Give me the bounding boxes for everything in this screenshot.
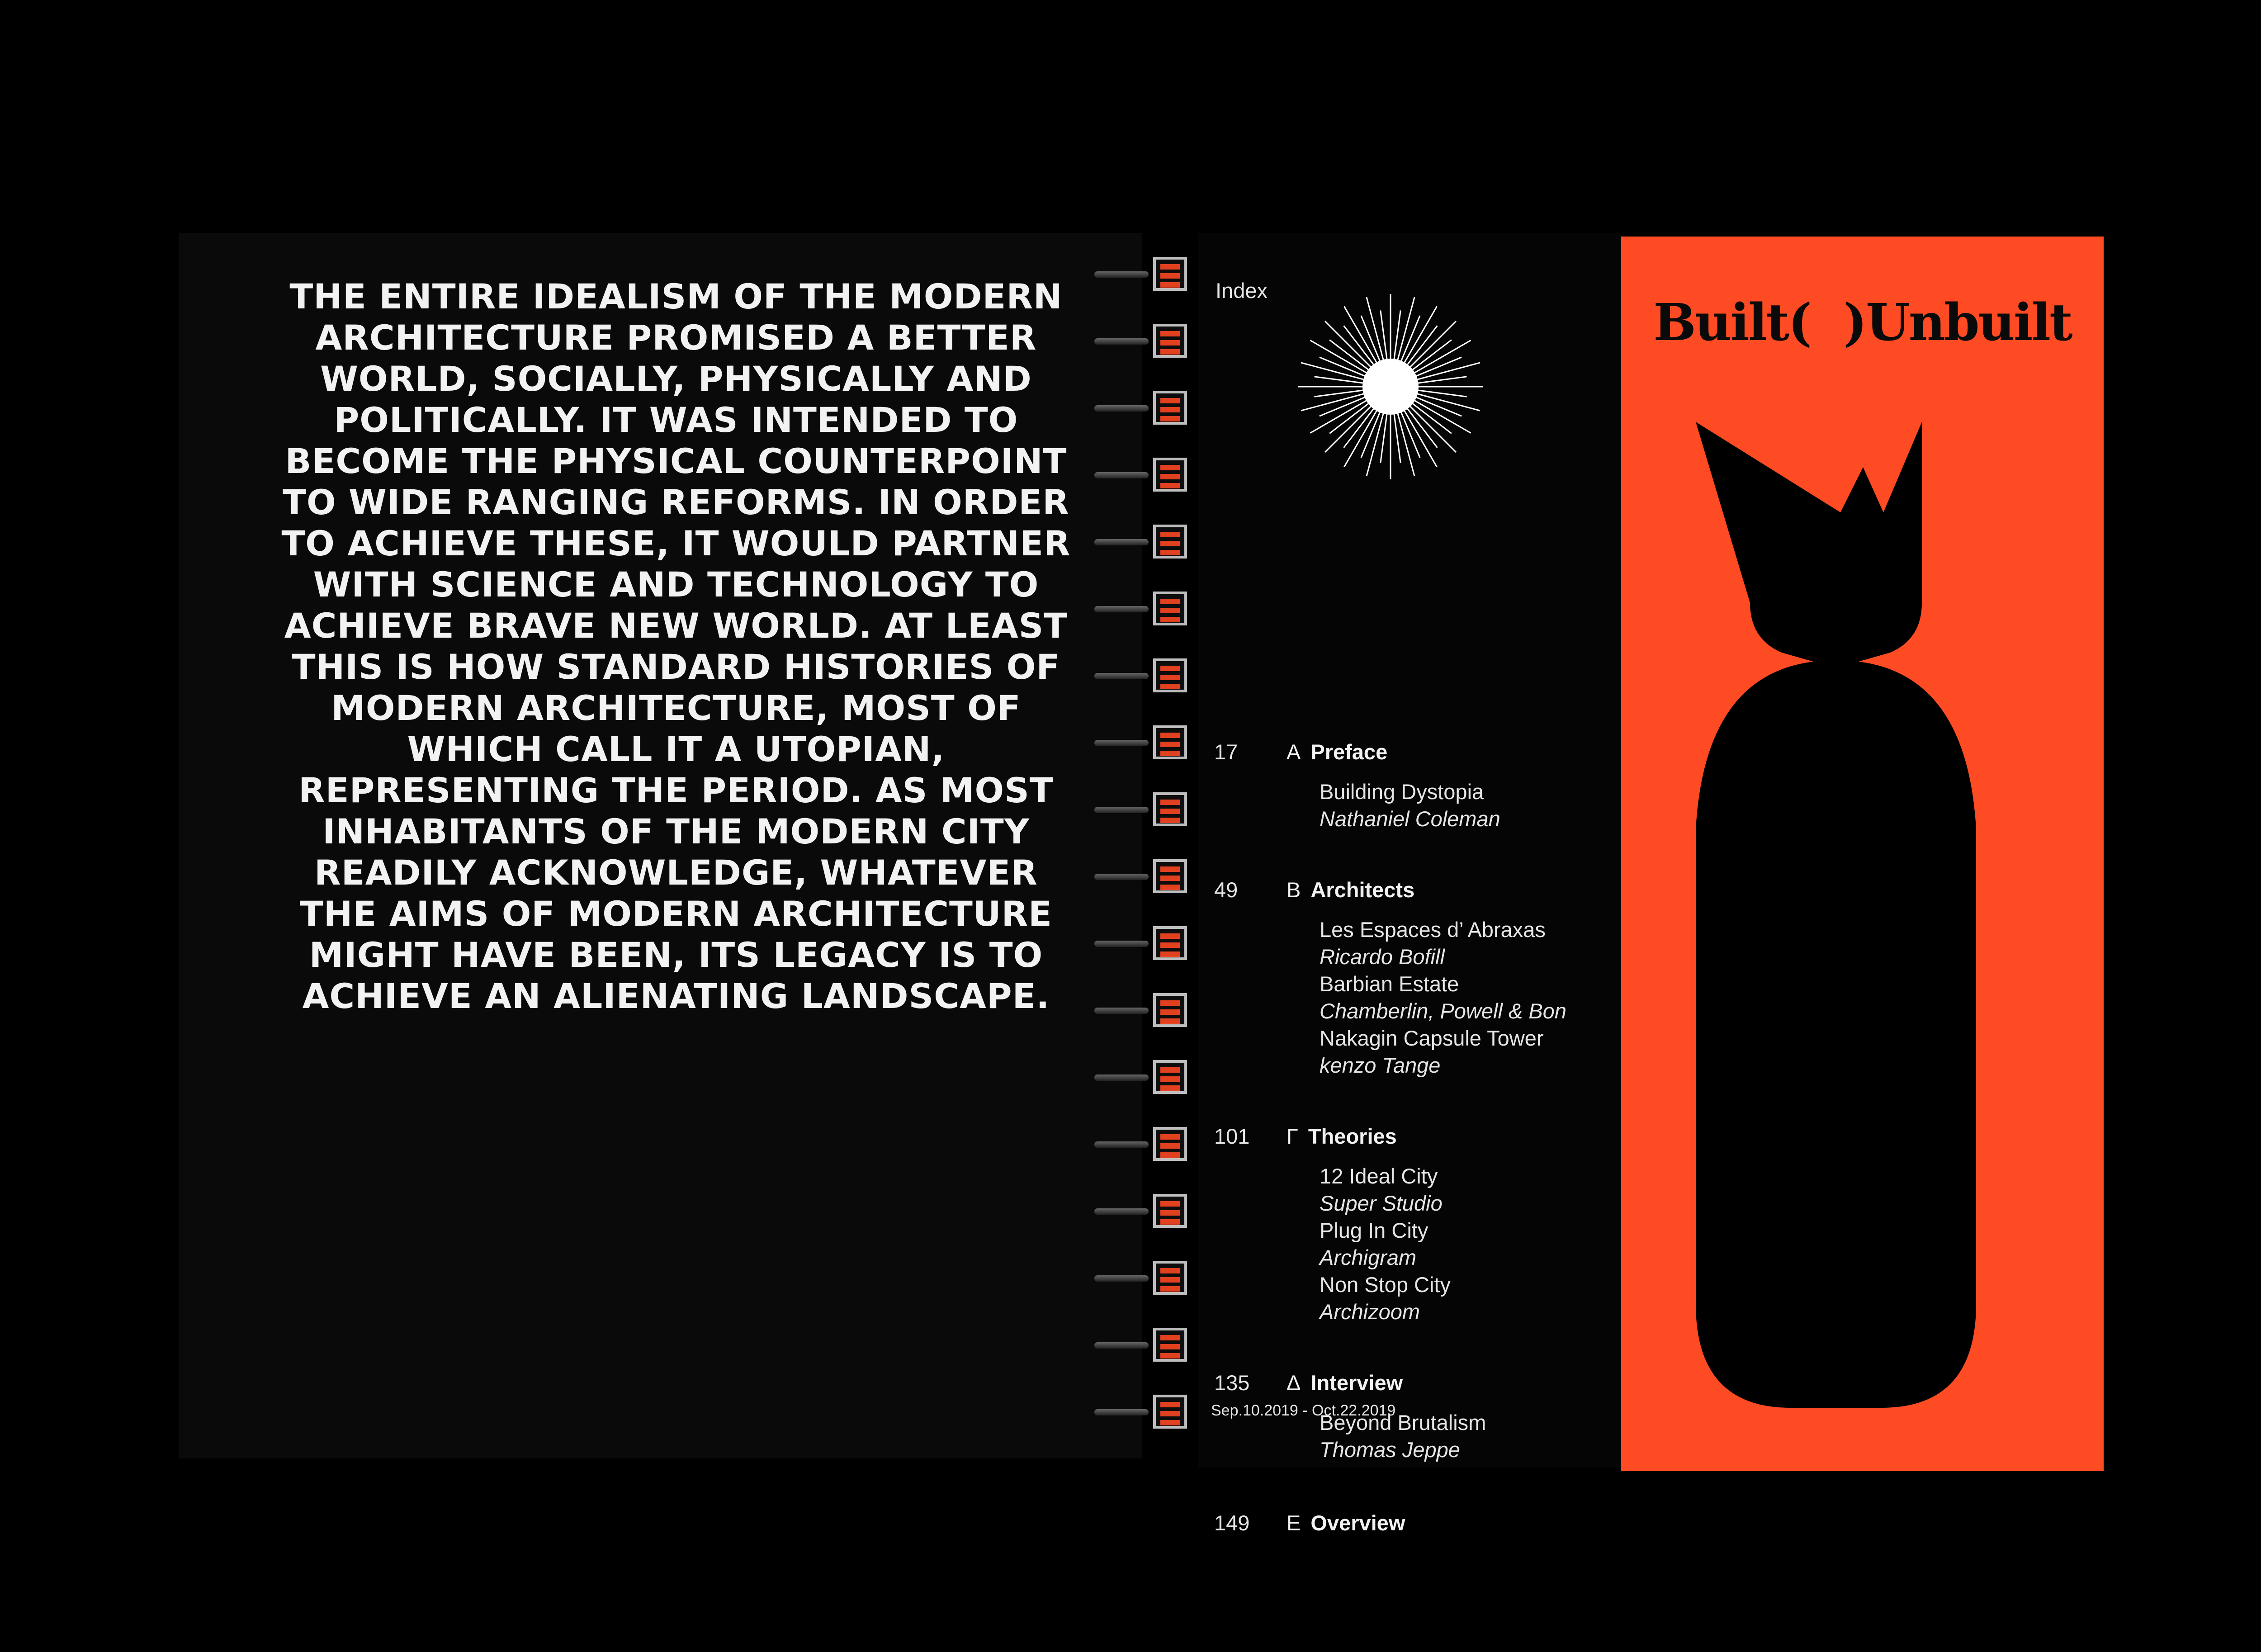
binding-ring — [1085, 454, 1198, 495]
index-entry-title: Building Dystopia — [1320, 780, 1484, 804]
binding-ring — [1085, 789, 1198, 829]
index-page — [1198, 233, 1621, 1535]
binding-ring — [1085, 923, 1198, 963]
section-page-number: 49 — [1214, 878, 1238, 902]
index-entry-title: Barbian Estate — [1320, 972, 1459, 996]
section-page-number: 17 — [1214, 740, 1238, 764]
binding-ring — [1085, 1123, 1198, 1164]
sunburst-icon — [1296, 292, 1485, 482]
section-letter: E — [1287, 1511, 1301, 1535]
index-entry-title: Les Espaces d’ Abraxas — [1320, 918, 1546, 942]
section-title: Theories — [1308, 1124, 1397, 1148]
binding-ring — [1085, 588, 1198, 629]
binding-ring — [1085, 387, 1198, 428]
section-heading — [1287, 877, 1414, 902]
section-letter: Γ — [1287, 1124, 1298, 1148]
section-heading — [1287, 1124, 1397, 1149]
spiral-binding — [1085, 253, 1198, 1447]
index-entry-title: Nakagin Capsule Tower — [1320, 1026, 1544, 1050]
index-entry-title: Beyond Brutalism — [1320, 1411, 1486, 1434]
section-heading — [1287, 739, 1387, 764]
section-heading — [1287, 1370, 1403, 1395]
section-title: Overview — [1310, 1511, 1405, 1535]
index-entry-author: Ricardo Bofill — [1320, 945, 1445, 969]
section-heading — [1287, 1510, 1405, 1535]
binding-ring — [1085, 1391, 1198, 1432]
bomb-icon — [1696, 422, 2067, 1408]
date-range: Sep.10.2019 - Oct.22.2019 — [1211, 1402, 1396, 1419]
binding-ring — [1085, 521, 1198, 562]
section-letter: B — [1287, 878, 1301, 902]
cover-title: Built( )Unbuilt — [1653, 293, 2072, 352]
index-entry-title: 12 Ideal City — [1320, 1164, 1438, 1188]
index-entry-author: Nathaniel Coleman — [1320, 807, 1500, 831]
section-letter: Δ — [1287, 1371, 1301, 1395]
manifesto-text: THE ENTIRE IDEALISM OF THE MODERN ARCHITECTURE PROMISED A BETTER WORLD, SOCIALLY, PHYSICALLY AND POLITICALLY. IT WAS INTENDED TO BECOME THE PHYSICAL COUNTERPOINT TO WIDE RANGING REFORMS. IN ORDER TO ACHIEVE THESE, IT WOULD PARTNER WITH SCIENCE AND TECHNOLOGY TO ACHIEVE BRAVE NEW WORLD. AT LEAST THIS IS HOW STANDARD HISTORIES OF MODERN ARCHITECTURE, MOST OF WHICH CALL IT A UTOPIAN, REPRESENTING THE PERIOD. AS MOST INHABITANTS OF THE MODERN CITY READILY ACKNOWLEDGE, WHATEVER THE AIMS OF MODERN ARCHITECTURE MIGHT HAVE BEEN, ITS LEGACY IS TO ACHIEVE AN ALIENATING LANDSCAPE. — [281, 276, 1071, 1016]
section-title: Architects — [1310, 878, 1415, 902]
index-entry-author: Super Studio — [1320, 1191, 1443, 1215]
index-entry-author: Archizoom — [1320, 1300, 1420, 1324]
section-title: Interview — [1310, 1371, 1403, 1395]
binding-ring — [1085, 989, 1198, 1030]
section-page-number: 135 — [1214, 1371, 1250, 1395]
index-entry-title: Plug In City — [1320, 1218, 1428, 1242]
binding-ring — [1085, 1056, 1198, 1097]
left-page — [179, 233, 1142, 1458]
index-entry-author: Thomas Jeppe — [1320, 1438, 1460, 1462]
binding-ring — [1085, 722, 1198, 762]
binding-ring — [1085, 1190, 1198, 1231]
section-letter: A — [1287, 740, 1301, 764]
binding-ring — [1085, 1324, 1198, 1365]
index-entry-author: Archigram — [1320, 1245, 1417, 1269]
binding-ring — [1085, 856, 1198, 896]
index-entry-author: Chamberlin, Powell & Bon — [1320, 999, 1566, 1023]
binding-ring — [1085, 1257, 1198, 1298]
binding-ring — [1085, 655, 1198, 696]
index-entry-title: Non Stop City — [1320, 1273, 1451, 1297]
binding-ring — [1085, 320, 1198, 361]
section-page-number: 149 — [1214, 1511, 1250, 1535]
index-label: Index — [1216, 279, 1268, 303]
section-page-number: 101 — [1214, 1124, 1250, 1148]
cover-page — [1621, 237, 2104, 1471]
binding-ring — [1085, 253, 1198, 294]
section-title: Preface — [1310, 740, 1388, 764]
index-entry-author: kenzo Tange — [1320, 1053, 1441, 1077]
